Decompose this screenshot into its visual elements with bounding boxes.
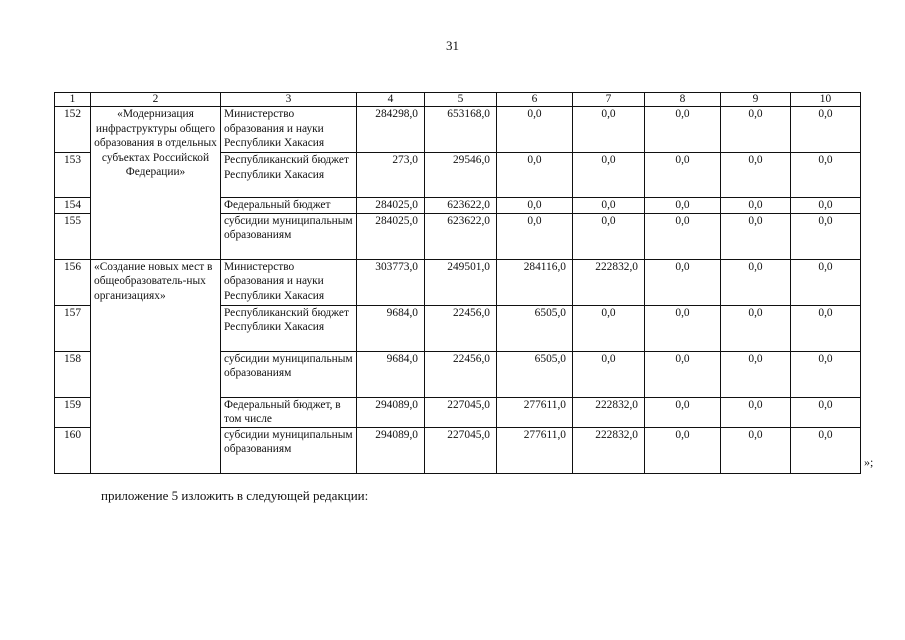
value-cell: 303773,0 — [357, 259, 425, 305]
value-cell: 222832,0 — [573, 427, 645, 473]
funding-source: Министерство образования и науки Республики Хакасия — [221, 107, 357, 153]
value-cell: 0,0 — [573, 213, 645, 259]
funding-source: субсидии муниципальным образованиям — [221, 351, 357, 397]
budget-table — [54, 92, 861, 474]
value-cell: 0,0 — [721, 397, 791, 427]
row-number: 154 — [55, 198, 91, 214]
column-header: 10 — [791, 93, 861, 107]
value-cell: 0,0 — [645, 397, 721, 427]
column-header: 6 — [497, 93, 573, 107]
value-cell: 0,0 — [791, 305, 861, 351]
row-number: 160 — [55, 427, 91, 473]
column-header: 9 — [721, 93, 791, 107]
value-cell: 0,0 — [645, 305, 721, 351]
row-number: 157 — [55, 305, 91, 351]
value-cell: 222832,0 — [573, 259, 645, 305]
value-cell: 623622,0 — [425, 213, 497, 259]
value-cell: 0,0 — [497, 107, 573, 153]
value-cell: 0,0 — [573, 107, 645, 153]
value-cell: 0,0 — [791, 153, 861, 198]
program-name: «Модернизация инфраструктуры общего образования в отдельных субъектах Российской Федерации» — [91, 107, 221, 260]
value-cell: 0,0 — [791, 107, 861, 153]
value-cell: 0,0 — [645, 198, 721, 214]
value-cell: 623622,0 — [425, 198, 497, 214]
page-number: 31 — [446, 38, 459, 53]
value-cell: 249501,0 — [425, 259, 497, 305]
row-number: 159 — [55, 397, 91, 427]
funding-source: Республиканский бюджет Республики Хакасия — [221, 153, 357, 198]
program-name: «Создание новых мест в общеобразователь-ных организациях» — [91, 259, 221, 473]
value-cell: 0,0 — [573, 153, 645, 198]
value-cell: 0,0 — [791, 351, 861, 397]
value-cell: 6505,0 — [497, 351, 573, 397]
value-cell: 29546,0 — [425, 153, 497, 198]
value-cell: 284116,0 — [497, 259, 573, 305]
table-header-row — [55, 93, 861, 107]
value-cell: 22456,0 — [425, 351, 497, 397]
value-cell: 0,0 — [497, 153, 573, 198]
value-cell: 0,0 — [645, 427, 721, 473]
value-cell: 0,0 — [791, 198, 861, 214]
value-cell: 0,0 — [721, 153, 791, 198]
column-header: 5 — [425, 93, 497, 107]
value-cell: 0,0 — [791, 397, 861, 427]
funding-source: Республиканский бюджет Республики Хакасия — [221, 305, 357, 351]
value-cell: 0,0 — [721, 351, 791, 397]
table-row — [55, 259, 861, 305]
value-cell: 0,0 — [573, 351, 645, 397]
funding-source: Федеральный бюджет, в том числе — [221, 397, 357, 427]
value-cell: 294089,0 — [357, 427, 425, 473]
value-cell: 0,0 — [721, 305, 791, 351]
value-cell: 222832,0 — [573, 397, 645, 427]
value-cell: 0,0 — [645, 259, 721, 305]
funding-source: субсидии муниципальным образованиям — [221, 427, 357, 473]
column-header: 1 — [55, 93, 91, 107]
funding-source: субсидии муниципальным образованиям — [221, 213, 357, 259]
value-cell: 0,0 — [721, 259, 791, 305]
value-cell: 0,0 — [645, 351, 721, 397]
value-cell: 284025,0 — [357, 213, 425, 259]
funding-source: Министерство образования и науки Республики Хакасия — [221, 259, 357, 305]
value-cell: 0,0 — [573, 305, 645, 351]
value-cell: 0,0 — [791, 427, 861, 473]
column-header: 2 — [91, 93, 221, 107]
column-header: 3 — [221, 93, 357, 107]
value-cell: 9684,0 — [357, 351, 425, 397]
row-number: 153 — [55, 153, 91, 198]
value-cell: 22456,0 — [425, 305, 497, 351]
value-cell: 0,0 — [721, 107, 791, 153]
value-cell: 0,0 — [645, 153, 721, 198]
row-number: 152 — [55, 107, 91, 153]
value-cell: 0,0 — [721, 427, 791, 473]
row-number: 155 — [55, 213, 91, 259]
value-cell: 277611,0 — [497, 397, 573, 427]
value-cell: 0,0 — [791, 259, 861, 305]
row-number: 156 — [55, 259, 91, 305]
instruction-text: приложение 5 изложить в следующей редакции: — [101, 488, 369, 503]
value-cell: 0,0 — [573, 198, 645, 214]
value-cell: 273,0 — [357, 153, 425, 198]
value-cell: 0,0 — [721, 198, 791, 214]
value-cell: 0,0 — [645, 107, 721, 153]
column-header: 4 — [357, 93, 425, 107]
value-cell: 0,0 — [791, 213, 861, 259]
row-number: 158 — [55, 351, 91, 397]
value-cell: 0,0 — [721, 213, 791, 259]
funding-source: Федеральный бюджет — [221, 198, 357, 214]
value-cell: 227045,0 — [425, 427, 497, 473]
column-header: 7 — [573, 93, 645, 107]
value-cell: 9684,0 — [357, 305, 425, 351]
value-cell: 6505,0 — [497, 305, 573, 351]
value-cell: 284298,0 — [357, 107, 425, 153]
value-cell: 277611,0 — [497, 427, 573, 473]
table-row — [55, 107, 861, 153]
column-header: 8 — [645, 93, 721, 107]
value-cell: 0,0 — [645, 213, 721, 259]
value-cell: 0,0 — [497, 213, 573, 259]
closing-quote-mark: »; — [864, 455, 874, 469]
value-cell: 653168,0 — [425, 107, 497, 153]
value-cell: 0,0 — [497, 198, 573, 214]
value-cell: 294089,0 — [357, 397, 425, 427]
value-cell: 284025,0 — [357, 198, 425, 214]
value-cell: 227045,0 — [425, 397, 497, 427]
